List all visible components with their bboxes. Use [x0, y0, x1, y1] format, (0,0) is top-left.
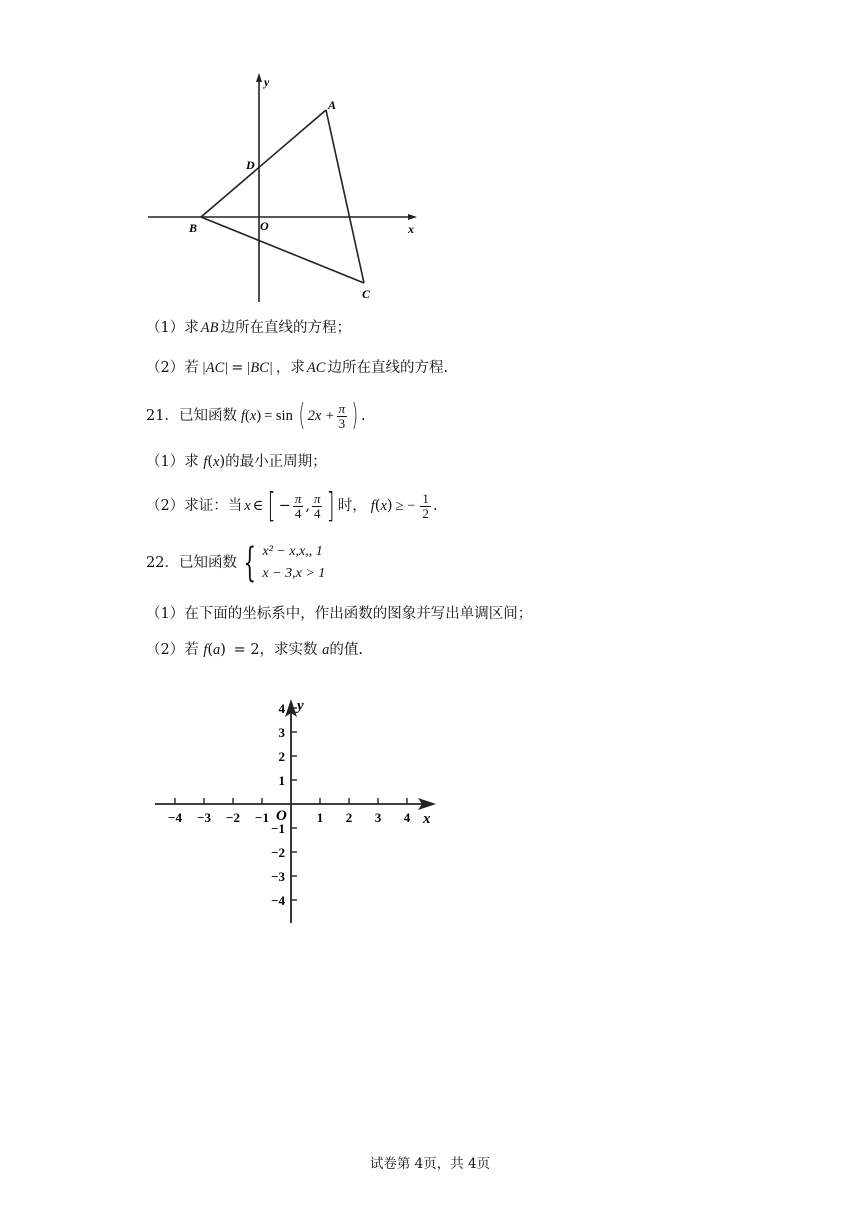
- case-1: x² − x,x,, 1: [262, 544, 323, 559]
- point-A-label: A: [328, 98, 337, 112]
- x-tick-label: 3: [374, 810, 382, 825]
- abs-BC: |BC|: [246, 360, 273, 376]
- segment-BC: [201, 217, 364, 283]
- fig2-x-label: x: [423, 811, 431, 827]
- pi-over-4-neg: $\frac{\pi}{4}$: [294, 490, 302, 521]
- q22-part1: （1）在下面的坐标系中，作出函数的图象并写出单调区间；: [146, 606, 533, 622]
- x-tick-label: −1: [255, 810, 269, 825]
- x-tick-label: −4: [168, 810, 182, 825]
- x-tick-label: −3: [197, 810, 211, 825]
- q20-part1: （1）求 AB 边所在直线的方程；: [146, 320, 351, 336]
- fig1-y-label: y: [264, 75, 270, 89]
- y-tick-label: −2: [271, 845, 285, 860]
- x-tick-label: −2: [226, 810, 240, 825]
- abs-AC: |AC|: [201, 360, 229, 376]
- q21-part2: （2） 求证：当 x ∈ [ − $\frac{\pi}{4}$ , $\frac{\pi}{4}$ ] 时， f (x) ≥ − $\frac{1}{2}$ .: [146, 486, 438, 526]
- fig2-y-label: y: [297, 698, 304, 714]
- fig2-origin-label: O: [276, 808, 287, 824]
- y-tick-label: −1: [271, 821, 285, 836]
- segment-BA: [201, 110, 326, 217]
- pi-over-4: $\frac{\pi}{4}$: [313, 490, 321, 521]
- one-half: $\frac{1}{2}$: [422, 490, 429, 521]
- x-tick-label: 4: [403, 810, 411, 825]
- fig1-y-arrow: [256, 73, 262, 82]
- q21-part1: （1）求 f(x)的最小正周期；: [146, 454, 327, 470]
- y-tick-label: 1: [278, 773, 285, 788]
- q22-part2: （2）若 f(a) = 2，求实数 a的值.: [146, 642, 364, 658]
- y-tick-label: 4: [278, 701, 285, 716]
- piecewise-cases: [262, 541, 325, 585]
- q20-part2: （2）若 |AC| = |BC| ，求 AC 边所在直线的方程.: [146, 360, 449, 376]
- point-B-label: B: [189, 221, 198, 235]
- x-tick-label: 1: [316, 810, 324, 825]
- point-C-label: C: [362, 287, 371, 301]
- triangle-figure: [140, 70, 430, 310]
- q22-stem: 22． 已知函数 { x² − x,x,, 1 x − 3,x > 1: [146, 540, 326, 586]
- origin-O-label: O: [260, 219, 269, 233]
- fig1-x-arrow: [408, 214, 417, 220]
- fig1-x-label: x: [408, 222, 414, 236]
- coordinate-system: [150, 695, 450, 930]
- case-2: x − 3,x > 1: [262, 566, 326, 581]
- pi-over-3: $\frac{\pi}{3}$: [338, 400, 346, 431]
- y-tick-label: 2: [278, 749, 285, 764]
- segment-AC: [326, 110, 364, 283]
- point-D-label: D: [246, 158, 255, 172]
- q21-stem: 21． 已知函数 f (x) = sin ( 2x + $\frac{\pi}{3}$ ) .: [146, 398, 366, 433]
- y-tick-label: 3: [278, 725, 285, 740]
- segment-AC: AC: [306, 360, 326, 376]
- y-tick-label: −3: [271, 869, 285, 884]
- segment-AB: AB: [200, 320, 219, 336]
- y-tick-label: −4: [271, 893, 285, 908]
- x-tick-label: 2: [345, 810, 353, 825]
- page-footer: 试卷第 4页，共 4页: [369, 1156, 491, 1172]
